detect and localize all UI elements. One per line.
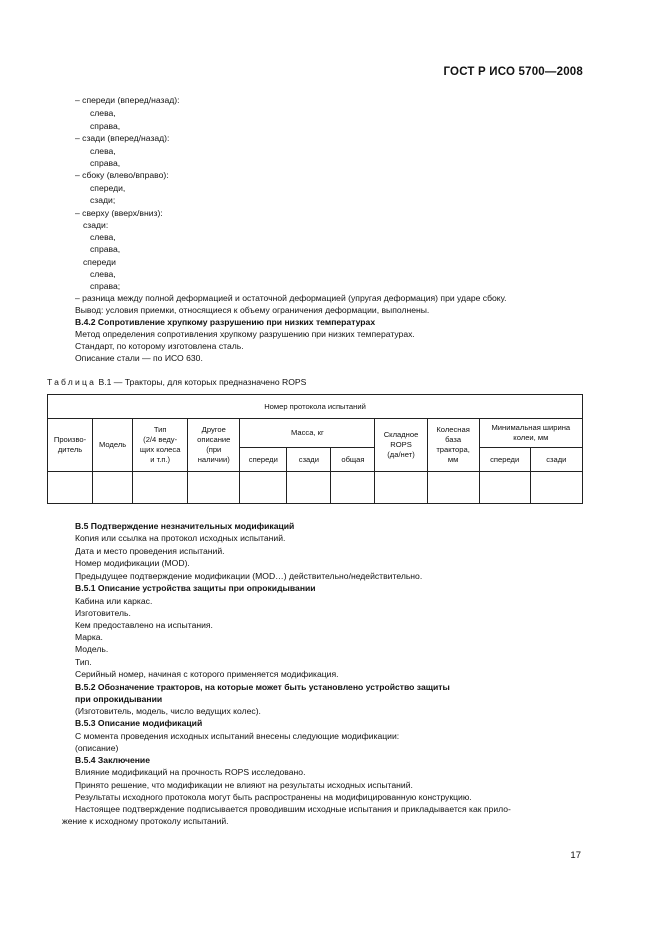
paragraph: – разница между полной деформацией и остаточной деформацией (упругая деформация) при ударе сбоку. xyxy=(75,293,507,303)
table-cell xyxy=(133,472,188,504)
protocol-header: Номер протокола испытаний xyxy=(48,395,583,419)
list-item: справа, xyxy=(90,244,121,254)
list-item: справа, xyxy=(90,121,121,131)
table-caption-text: В.1 — Тракторы, для которых предназначено ROPS xyxy=(98,377,307,387)
section-heading: В.5.4 Заключение xyxy=(75,755,150,765)
list-item: слева, xyxy=(90,232,116,242)
col-type: Тип (2/4 веду- щих колеса и т.п.) xyxy=(133,419,188,472)
table-cell xyxy=(331,472,375,504)
section-heading: В.5.3 Описание модификаций xyxy=(75,718,203,728)
paragraph: Метод определения сопротивления хрупкому разрушению при низких температурах. xyxy=(75,329,415,339)
table-cell xyxy=(93,472,133,504)
section-heading: при опрокидывании xyxy=(75,694,163,704)
list-item: справа, xyxy=(90,158,121,168)
col-track: Минимальная ширина колеи, мм xyxy=(479,419,582,448)
col-model: Модель xyxy=(93,419,133,472)
paragraph: Модель. xyxy=(75,644,109,654)
col-maker: Произво- дитель xyxy=(48,419,93,472)
paragraph: Вывод: условия приемки, относящиеся к объему ограничения деформации, выполнены. xyxy=(75,305,430,315)
table-cell xyxy=(48,472,93,504)
table-cell xyxy=(240,472,287,504)
col-other: Другое описание (при наличии) xyxy=(188,419,240,472)
paragraph: Номер модификации (MOD). xyxy=(75,558,190,568)
col-mass-front: спереди xyxy=(240,447,287,471)
table-cell xyxy=(427,472,479,504)
paragraph: Результаты исходного протокола могут быть распространены на модифицированную конструкцию. xyxy=(75,792,472,802)
paragraph: Марка. xyxy=(75,632,103,642)
tractors-table xyxy=(47,394,583,504)
col-fold: Складное ROPS (да/нет) xyxy=(375,419,427,472)
paragraph: Настоящее подтверждение подписывается проводившим исходные испытания и прикладывается как прило- xyxy=(75,804,511,814)
paragraph: Копия или ссылка на протокол исходных испытаний. xyxy=(75,533,286,543)
list-item: слева, xyxy=(90,269,116,279)
paragraph: Влияние модификаций на прочность ROPS исследовано. xyxy=(75,767,306,777)
list-item: – сверху (вверх/вниз): xyxy=(75,208,163,218)
list-item: сзади: xyxy=(83,220,109,230)
paragraph: (описание) xyxy=(75,743,119,753)
table-cell xyxy=(188,472,240,504)
col-track-rear: сзади xyxy=(530,447,582,471)
list-item: спереди, xyxy=(90,183,126,193)
paragraph: Дата и место проведения испытаний. xyxy=(75,546,225,556)
table-caption xyxy=(47,377,306,388)
list-item: – спереди (вперед/назад): xyxy=(75,95,180,105)
table-cell xyxy=(530,472,582,504)
table-cell xyxy=(375,472,427,504)
page-number: 17 xyxy=(570,850,581,861)
col-mass-rear: сзади xyxy=(287,447,331,471)
table-caption-label: Таблица xyxy=(47,377,97,387)
paragraph: (Изготовитель, модель, число ведущих колес). xyxy=(75,706,261,716)
list-item: слева, xyxy=(90,108,116,118)
paragraph: Тип. xyxy=(75,657,92,667)
list-item: – сбоку (влево/вправо): xyxy=(75,170,169,180)
list-item: сзади; xyxy=(90,195,116,205)
paragraph: жение к исходному протоколу испытаний. xyxy=(62,816,229,826)
list-item: справа; xyxy=(90,281,121,291)
paragraph: Кем предоставлено на испытания. xyxy=(75,620,213,630)
col-track-front: спереди xyxy=(479,447,530,471)
section-heading: В.5.1 Описание устройства защиты при опрокидывании xyxy=(75,583,316,593)
paragraph: Серийный номер, начиная с которого применяется модификация. xyxy=(75,669,339,679)
table-cell xyxy=(287,472,331,504)
document-header: ГОСТ Р ИСО 5700—2008 xyxy=(443,66,583,78)
table-row xyxy=(48,472,583,504)
paragraph: Предыдущее подтверждение модификации (MOD…) действительно/недействительно. xyxy=(75,571,423,581)
paragraph: Изготовитель. xyxy=(75,608,131,618)
list-item: слева, xyxy=(90,146,116,156)
list-item: спереди xyxy=(83,257,116,267)
paragraph: Описание стали — по ИСО 630. xyxy=(75,353,203,363)
table-cell xyxy=(479,472,530,504)
paragraph: Стандарт, по которому изготовлена сталь. xyxy=(75,341,244,351)
paragraph: Принято решение, что модификации не влияют на результаты исходных испытаний. xyxy=(75,780,413,790)
list-item: – сзади (вперед/назад): xyxy=(75,133,170,143)
section-heading: В.4.2 Сопротивление хрупкому разрушению при низких температурах xyxy=(75,317,376,327)
col-mass-total: общая xyxy=(331,447,375,471)
col-wheelbase: Колесная база трактора, мм xyxy=(427,419,479,472)
paragraph: Кабина или каркас. xyxy=(75,596,153,606)
section-heading: В.5 Подтверждение незначительных модификаций xyxy=(75,521,295,531)
paragraph: С момента проведения исходных испытаний внесены следующие модификации: xyxy=(75,731,400,741)
section-heading: В.5.2 Обозначение тракторов, на которые может быть установлено устройство защиты xyxy=(75,682,450,692)
col-mass: Масса, кг xyxy=(240,419,375,448)
